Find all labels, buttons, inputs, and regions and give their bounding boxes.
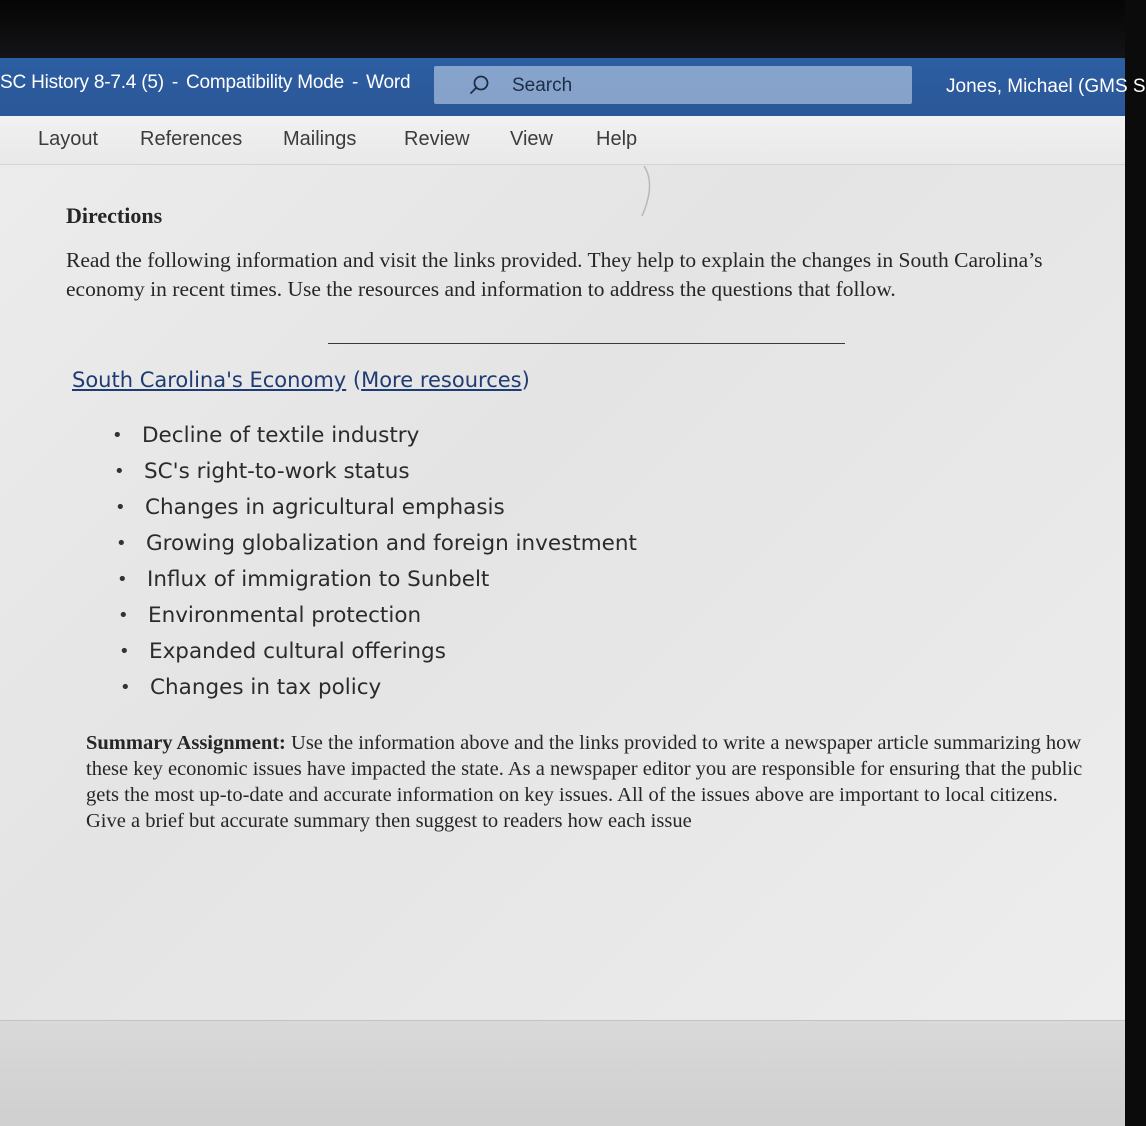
title-separator-2: - [351,72,359,93]
list-item [112,490,637,526]
resource-links [72,368,530,392]
text-cursor-mark [630,162,660,222]
title-bar [0,58,1146,116]
horizontal-rule [328,343,845,344]
list-item-text: Changes in tax policy [150,675,382,700]
search-icon [468,74,490,96]
bullet-icon: • [116,533,127,554]
compatibility-mode-label: Compatibility Mode [186,72,344,93]
list-item-text: Expanded cultural offerings [149,639,446,664]
list-item-text: Environmental protection [148,603,422,628]
economic-issues-list [112,418,637,706]
summary-assignment [86,730,1096,834]
bullet-icon: • [120,677,131,698]
list-item [112,418,637,454]
list-item-text: Influx of immigration to Sunbelt [147,567,490,592]
list-item-text: Changes in agricultural emphasis [145,495,505,520]
bullet-icon: • [115,497,126,518]
title-separator: - [171,72,179,93]
tab-mailings[interactable]: Mailings [283,128,357,150]
list-item [112,670,637,706]
list-item-text: SC's right-to-work status [144,459,410,484]
list-item [112,562,637,598]
summary-label: Summary Assignment: [86,732,286,754]
search-placeholder: Search [512,75,573,96]
directions-heading: Directions [66,203,163,228]
summary-text: Use the information above and the links provided to write a newspaper article summarizing how these key economic issues have impacted the state. As a newspaper editor you are responsible for ensuring that the public gets the most up-to-date and accurate information on key issues. All of the issues above are important to local citizens. Give a brief but accurate summary then suggest to readers how each issue [86,732,1083,832]
tab-references[interactable]: References [140,128,243,150]
tab-view[interactable]: View [510,128,553,150]
document-title [0,72,410,94]
bullet-icon: • [112,425,123,446]
link-close-paren: ) [521,368,530,392]
link-open-paren: ( [352,368,362,392]
document-name: SC History 8-7.4 (5) [0,72,164,93]
status-area [0,1020,1125,1126]
bullet-icon: • [114,461,125,482]
list-item [112,454,637,490]
search-box[interactable] [434,66,912,104]
tab-help[interactable]: Help [596,128,638,150]
list-item [112,598,637,634]
bullet-icon: • [117,569,128,590]
directions-paragraph: Read the following information and visit the links provided. They help to explain the changes in South Carolina’s economy in recent times. Use the resources and information to address the questions that follow. [66,248,1043,301]
screen-bezel [0,0,1125,58]
list-item [112,526,637,562]
south-carolina-economy-link[interactable]: South Carolina's Economy [72,368,347,392]
tab-layout[interactable]: Layout [38,128,99,150]
bullet-icon: • [118,605,129,626]
account-name[interactable]: Jones, Michael (GMS S [946,76,1146,97]
tab-review[interactable]: Review [404,128,470,150]
ribbon-tabs [0,116,1125,165]
list-item-text: Decline of textile industry [142,423,420,448]
more-resources-link[interactable]: More resources [361,368,522,392]
list-item [112,634,637,670]
app-name: Word [366,72,411,93]
bullet-icon: • [119,641,130,662]
list-item-text: Growing globalization and foreign investment [146,531,637,556]
